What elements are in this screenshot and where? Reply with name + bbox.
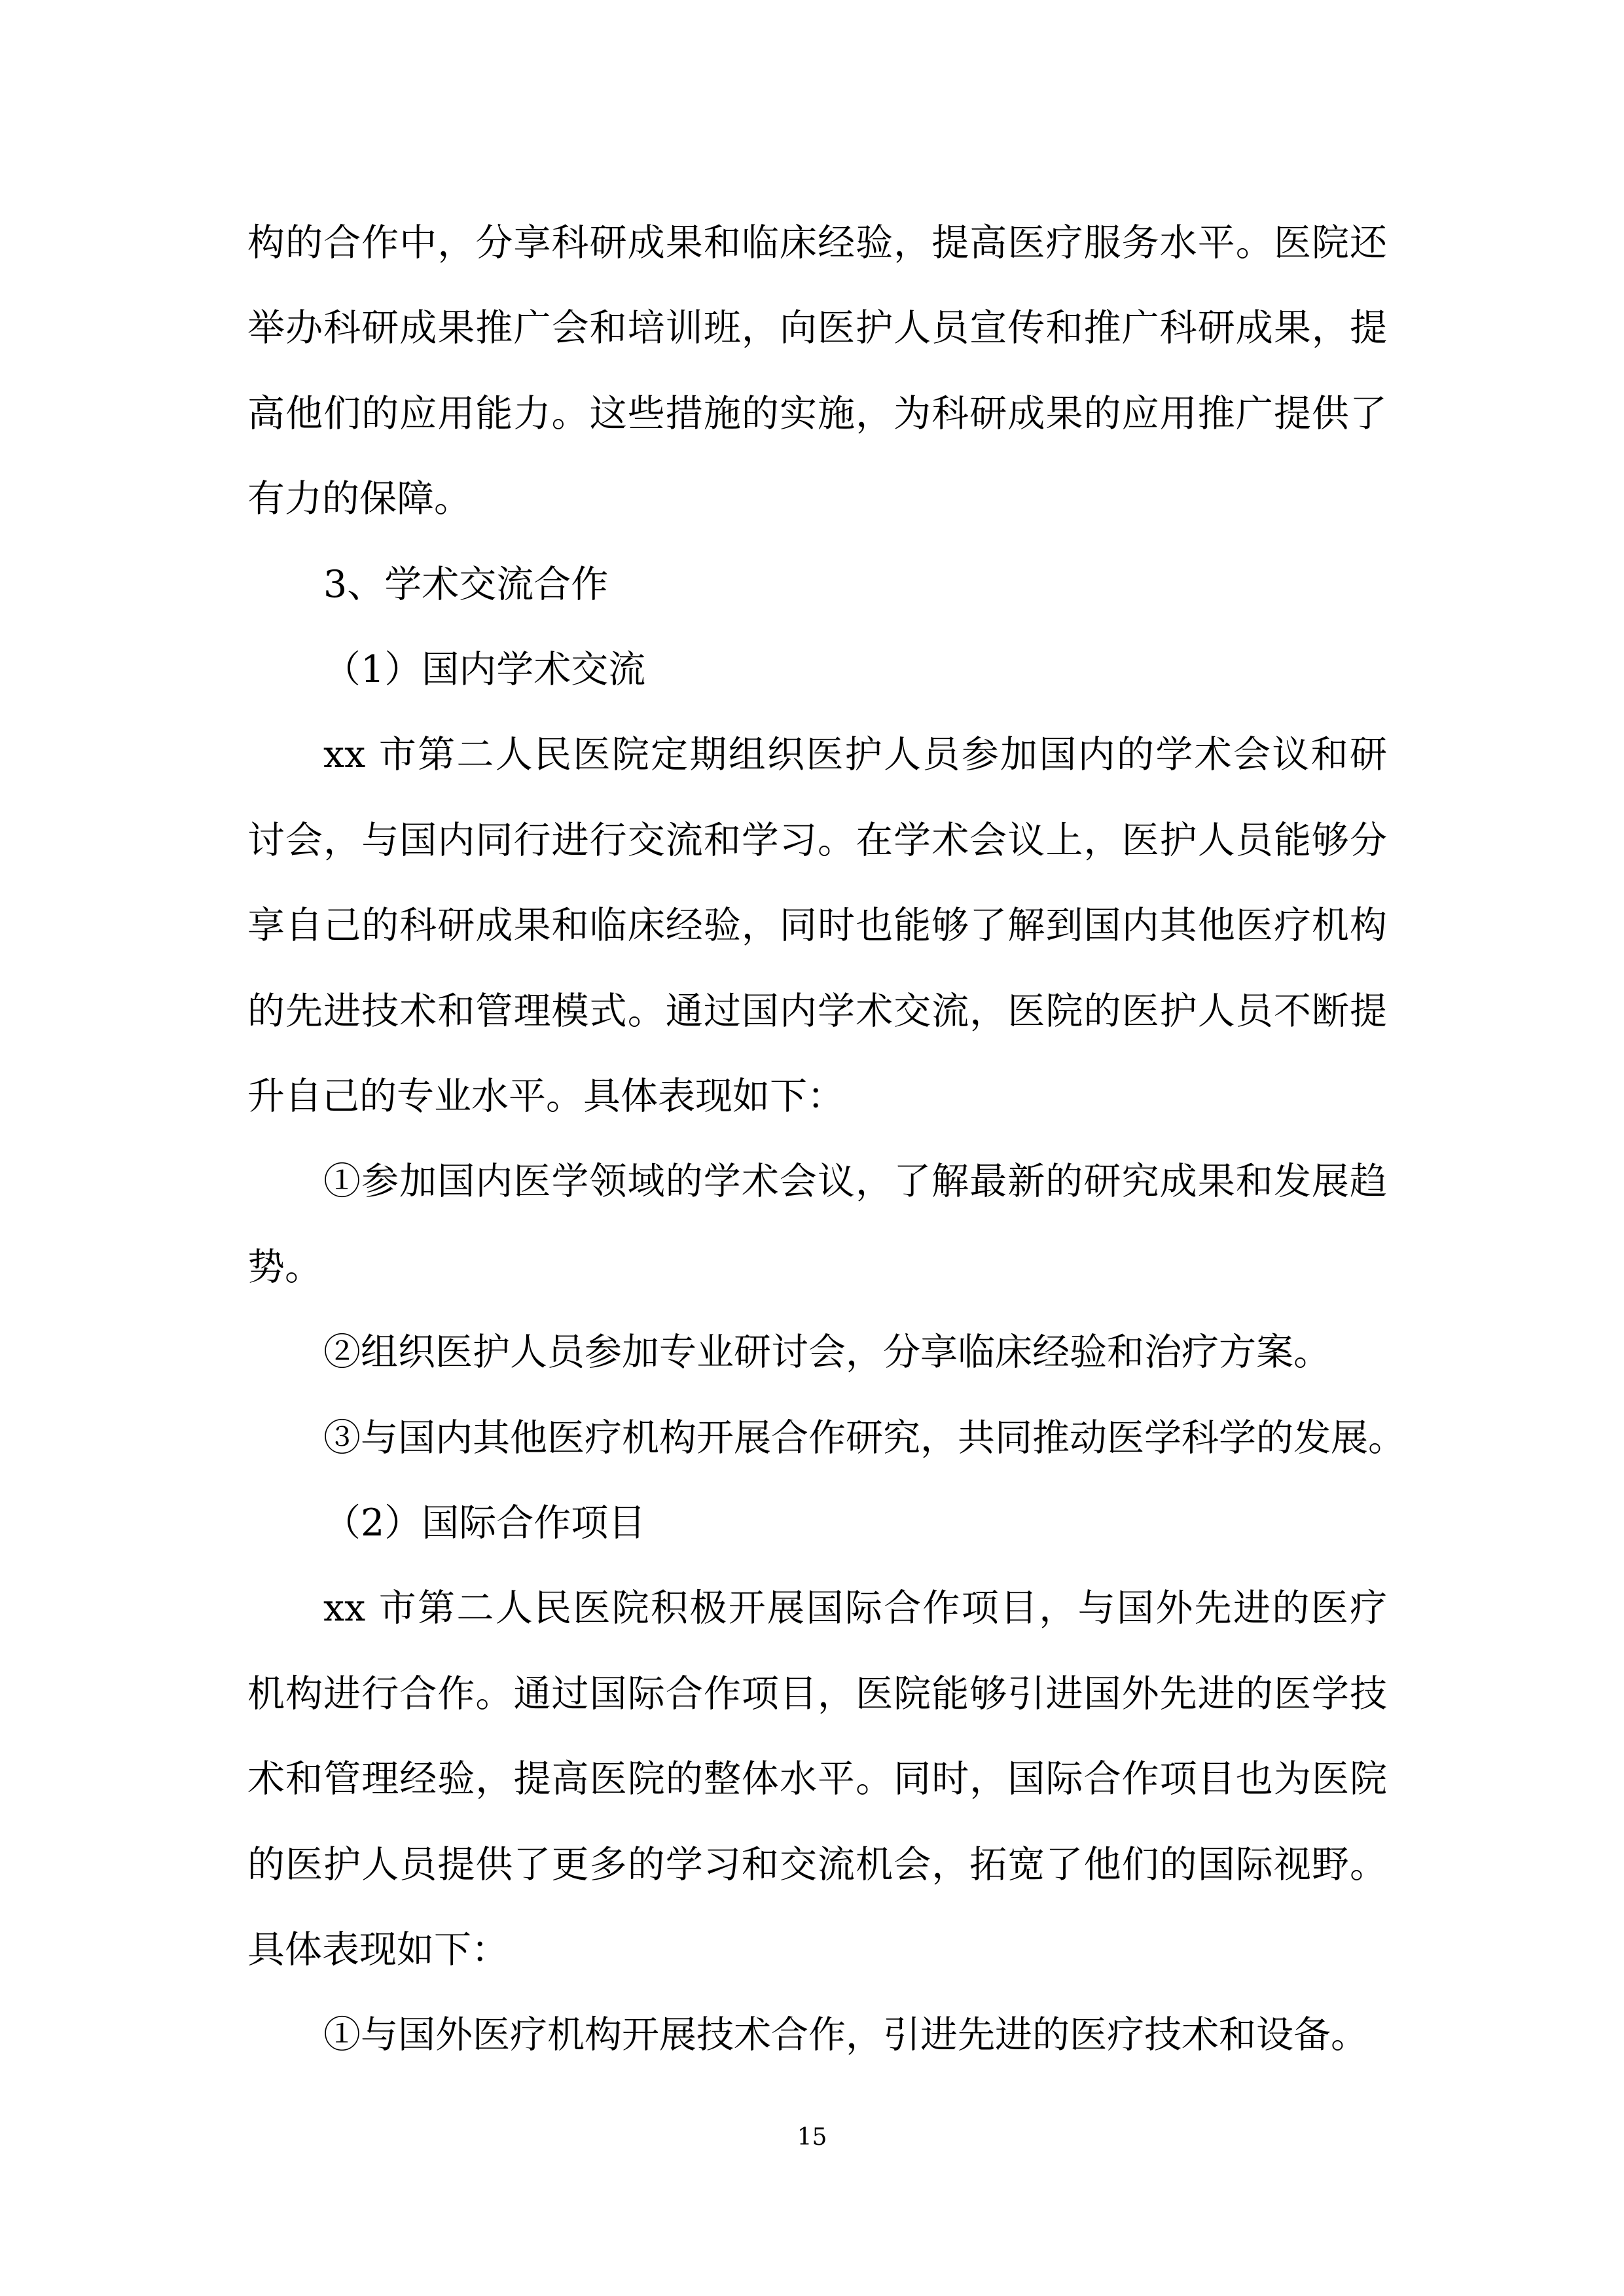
body-line: 享自己的科研成果和临床经验，同时也能够了解到国内其他医疗机构 (247, 904, 1387, 947)
list-item: ③与国内其他医疗机构开展合作研究，共同推动医学科学的发展。 (323, 1416, 1405, 1460)
body-line: 具体表现如下： (247, 1928, 509, 1971)
body-line: 讨会，与国内同行进行交流和学习。在学术会议上，医护人员能够分 (247, 819, 1387, 862)
subsection-heading: （2）国际合作项目 (323, 1501, 646, 1545)
body-line: 术和管理经验，提高医院的整体水平。同时，国际合作项目也为医院 (247, 1757, 1387, 1801)
section-heading: 3、学术交流合作 (323, 563, 609, 606)
list-item-continuation: 势。 (247, 1246, 322, 1289)
page-number: 15 (797, 2124, 827, 2151)
body-line: 高他们的应用能力。这些措施的实施，为科研成果的应用推广提供了 (247, 392, 1387, 435)
body-line: 构的合作中，分享科研成果和临床经验，提高医疗服务水平。医院还 (247, 221, 1387, 264)
list-item: ①参加国内医学领域的学术会议，了解最新的研究成果和发展趋 (323, 1160, 1387, 1203)
list-item: ②组织医护人员参加专业研讨会，分享临床经验和治疗方案。 (323, 1331, 1331, 1374)
subsection-heading: （1）国内学术交流 (323, 648, 646, 691)
body-line: 举办科研成果推广会和培训班，向医护人员宣传和推广科研成果，提 (247, 306, 1387, 350)
body-line: 机构进行合作。通过国际合作项目，医院能够引进国外先进的医学技 (247, 1672, 1387, 1715)
list-item: ①与国外医疗机构开展技术合作，引进先进的医疗技术和设备。 (323, 2013, 1368, 2056)
body-line: xx 市第二人民医院积极开展国际合作项目，与国外先进的医疗 (323, 1587, 1387, 1630)
body-line: 有力的保障。 (247, 477, 471, 520)
body-line: xx 市第二人民医院定期组织医护人员参加国内的学术会议和研 (323, 733, 1387, 776)
body-line: 升自己的专业水平。具体表现如下： (247, 1075, 844, 1118)
body-line: 的医护人员提供了更多的学习和交流机会，拓宽了他们的国际视野。 (247, 1843, 1387, 1886)
body-line: 的先进技术和管理模式。通过国内学术交流，医院的医护人员不断提 (247, 990, 1387, 1033)
